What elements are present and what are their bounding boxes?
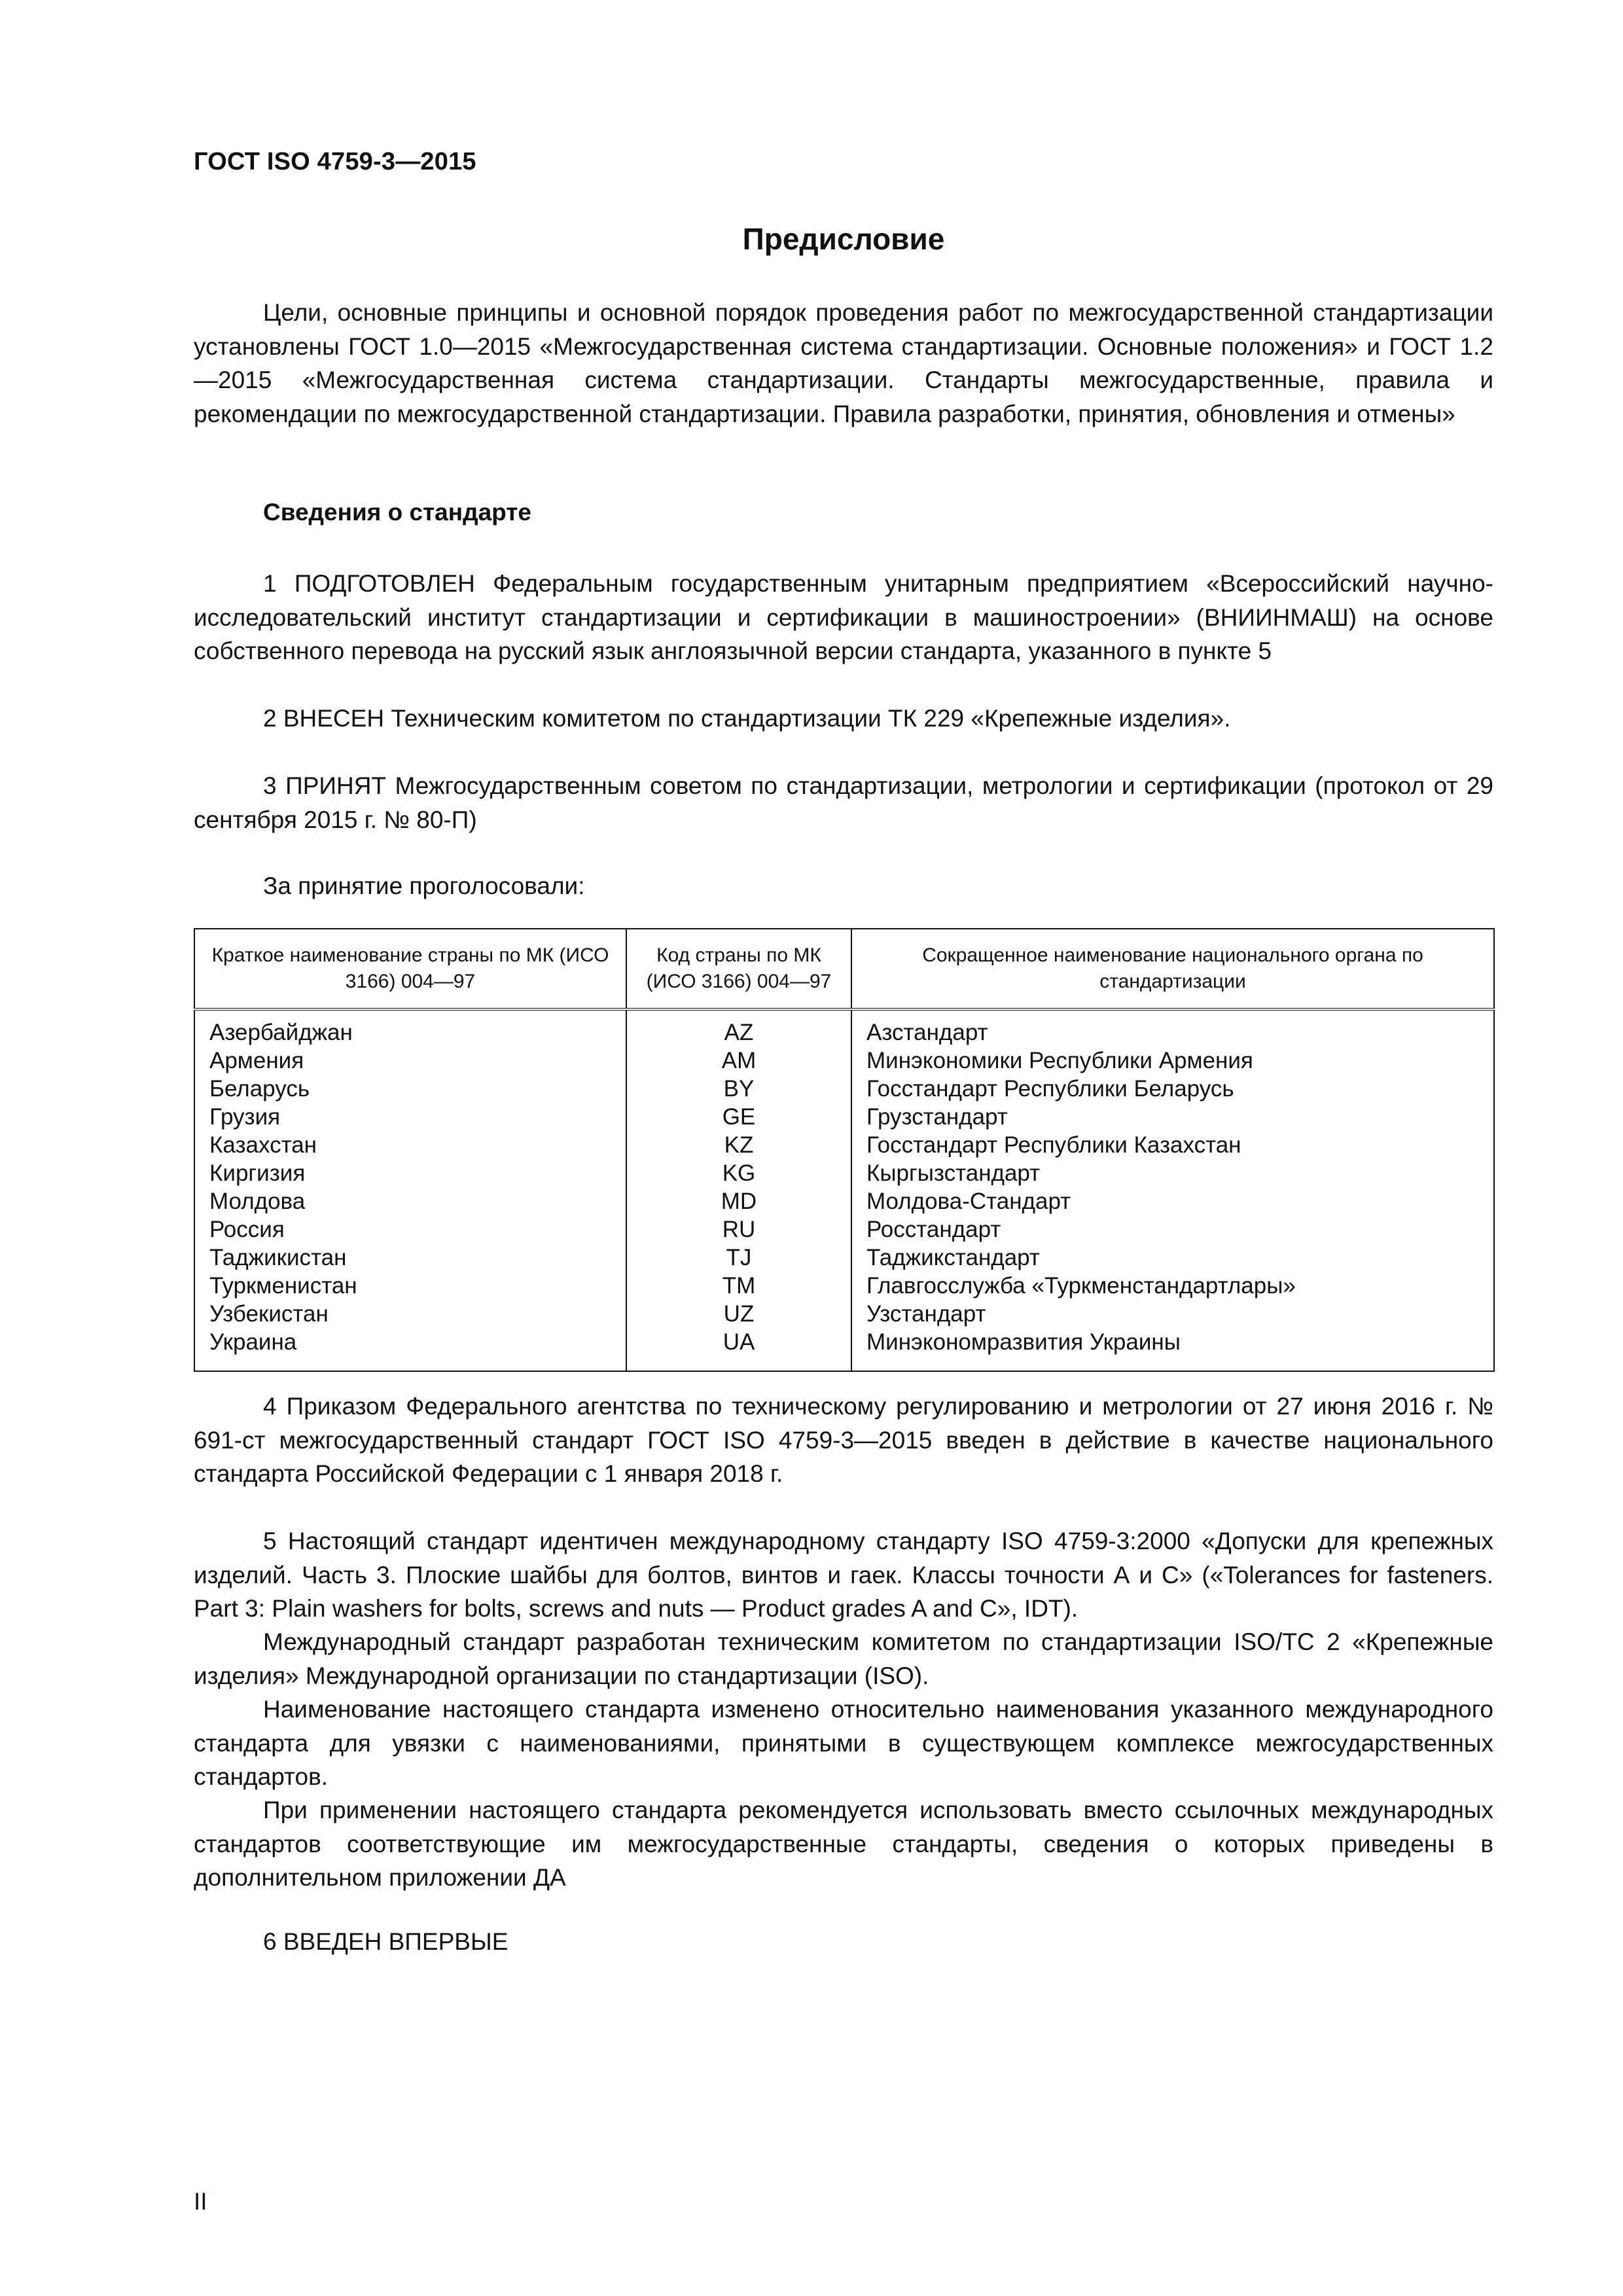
code-cell: UZ (626, 1300, 851, 1328)
vote-label: За принятие проголосовали: (263, 872, 585, 899)
table-row (194, 1075, 1494, 1103)
body-cell: Минэкономики Республики Армения (851, 1047, 1494, 1075)
code-cell: AZ (626, 1009, 851, 1047)
code-cell: TJ (626, 1244, 851, 1272)
country-cell: Узбекистан (194, 1300, 626, 1328)
body-cell: Молдова-Стандарт (851, 1187, 1494, 1215)
table-header-row (194, 929, 1494, 1009)
code-cell: GE (626, 1103, 851, 1131)
country-cell: Грузия (194, 1103, 626, 1131)
table-row (194, 1244, 1494, 1272)
code-cell: BY (626, 1075, 851, 1103)
country-cell: Таджикистан (194, 1244, 626, 1272)
country-cell: Молдова (194, 1187, 626, 1215)
intro-paragraph: Цели, основные принципы и основной порядок проведения работ по межгосударственной стандартизации установлены ГОСТ 1.0—2015 «Межгосударственная система стандартизации. Основные положения» и ГОСТ 1.2—2015 «Межгосударственная система стандартизации. Стандарты межгосударственные, правила и рекомендации по межгосударственной стандартизации. Правила разработки, принятия, обновления и отмены» (194, 299, 1493, 427)
table-row (194, 1047, 1494, 1075)
table-row (194, 1300, 1494, 1328)
body-cell: Госстандарт Республики Беларусь (851, 1075, 1494, 1103)
body-cell: Минэкономразвития Украины (851, 1328, 1494, 1371)
item-6-paragraph: 6 ВВЕДЕН ВПЕРВЫЕ (263, 1928, 508, 1955)
code-cell: UA (626, 1328, 851, 1371)
document-page (194, 0, 1493, 2296)
body-cell: Узстандарт (851, 1300, 1494, 1328)
column-header-country: Краткое наименование страны по МК (ИСО 3166) 004—97 (194, 929, 626, 1009)
country-cell: Беларусь (194, 1075, 626, 1103)
body-cell: Госстандарт Республики Казахстан (851, 1131, 1494, 1159)
page-title: Предисловие (742, 222, 945, 256)
code-cell: KZ (626, 1131, 851, 1159)
item-5-name-paragraph: Наименование настоящего стандарта изменено относительно наименования указанного международного стандарта для увязки с наименованиями, принятыми в существующем комплексе межгосударственных стандартов. (194, 1696, 1493, 1790)
country-cell: Россия (194, 1215, 626, 1244)
item-3-paragraph: 3 ПРИНЯТ Межгосударственным советом по стандартизации, метрологии и сертификации (протокол от 29 сентября 2015 г. № 80-П) (194, 772, 1493, 833)
code-cell: MD (626, 1187, 851, 1215)
table-row (194, 1009, 1494, 1047)
table-row (194, 1215, 1494, 1244)
table-row (194, 1159, 1494, 1187)
country-cell: Украина (194, 1328, 626, 1371)
member-countries-table (194, 928, 1495, 1372)
country-cell: Киргизия (194, 1159, 626, 1187)
table-row (194, 1187, 1494, 1215)
table-row (194, 1131, 1494, 1159)
item-5-paragraph: 5 Настоящий стандарт идентичен международному стандарту ISO 4759-3:2000 «Допуски для крепежных изделий. Часть 3. Плоские шайбы для болтов, винтов и гаек. Классы точности А и С» («Tolerances for fasteners. Part 3: Plain washers for bolts, screws and nuts — Product grades A and C», IDT). (194, 1528, 1493, 1622)
body-cell: Росстандарт (851, 1215, 1494, 1244)
body-cell: Главгосслужба «Туркменстандартлары» (851, 1272, 1494, 1300)
table-row (194, 1103, 1494, 1131)
code-cell: AM (626, 1047, 851, 1075)
country-cell: Азербайджан (194, 1009, 626, 1047)
body-cell: Кыргызстандарт (851, 1159, 1494, 1187)
code-cell: TM (626, 1272, 851, 1300)
item-4-paragraph: 4 Приказом Федерального агентства по техническому регулированию и метрологии от 27 июня 2016 г. № 691-ст межгосударственный стандарт ГОСТ ISO 4759-3—2015 введен в действие в качестве национального стандарта Российской Федерации с 1 января 2018 г. (194, 1393, 1493, 1487)
country-cell: Туркменистан (194, 1272, 626, 1300)
country-cell: Казахстан (194, 1131, 626, 1159)
item-1-paragraph: 1 ПОДГОТОВЛЕН Федеральным государственным унитарным предприятием «Всероссийский научно-исследовательский институт стандартизации и сертификации в машиностроении» (ВНИИНМАШ) на основе собственного перевода на русский язык англоязычной версии стандарта, указанного в пункте 5 (194, 570, 1493, 664)
info-heading: Сведения о стандарте (263, 499, 531, 526)
column-header-code: Код страны по МК (ИСО 3166) 004—97 (626, 929, 851, 1009)
body-cell: Азстандарт (851, 1009, 1494, 1047)
column-header-body: Сокращенное наименование национального органа по стандартизации (851, 929, 1494, 1009)
body-cell: Грузстандарт (851, 1103, 1494, 1131)
table-row (194, 1272, 1494, 1300)
body-cell: Таджикстандарт (851, 1244, 1494, 1272)
item-2-paragraph: 2 ВНЕСЕН Техническим комитетом по стандартизации ТК 229 «Крепежные изделия». (263, 705, 1231, 732)
item-5-references-paragraph: При применении настоящего стандарта рекомендуется использовать вместо ссылочных международных стандартов соответствующие им межгосударственные стандарты, сведения о которых приведены в дополнительном приложении ДА (194, 1797, 1493, 1891)
country-cell: Армения (194, 1047, 626, 1075)
code-cell: RU (626, 1215, 851, 1244)
table-row (194, 1328, 1494, 1371)
item-5-committee-paragraph: Международный стандарт разработан техническим комитетом по стандартизации ISO/TC 2 «Крепежные изделия» Международной организации по стандартизации (ISO). (194, 1628, 1493, 1689)
document-code: ГОСТ ISO 4759-3—2015 (194, 148, 476, 175)
page-number: II (194, 2188, 207, 2215)
code-cell: KG (626, 1159, 851, 1187)
